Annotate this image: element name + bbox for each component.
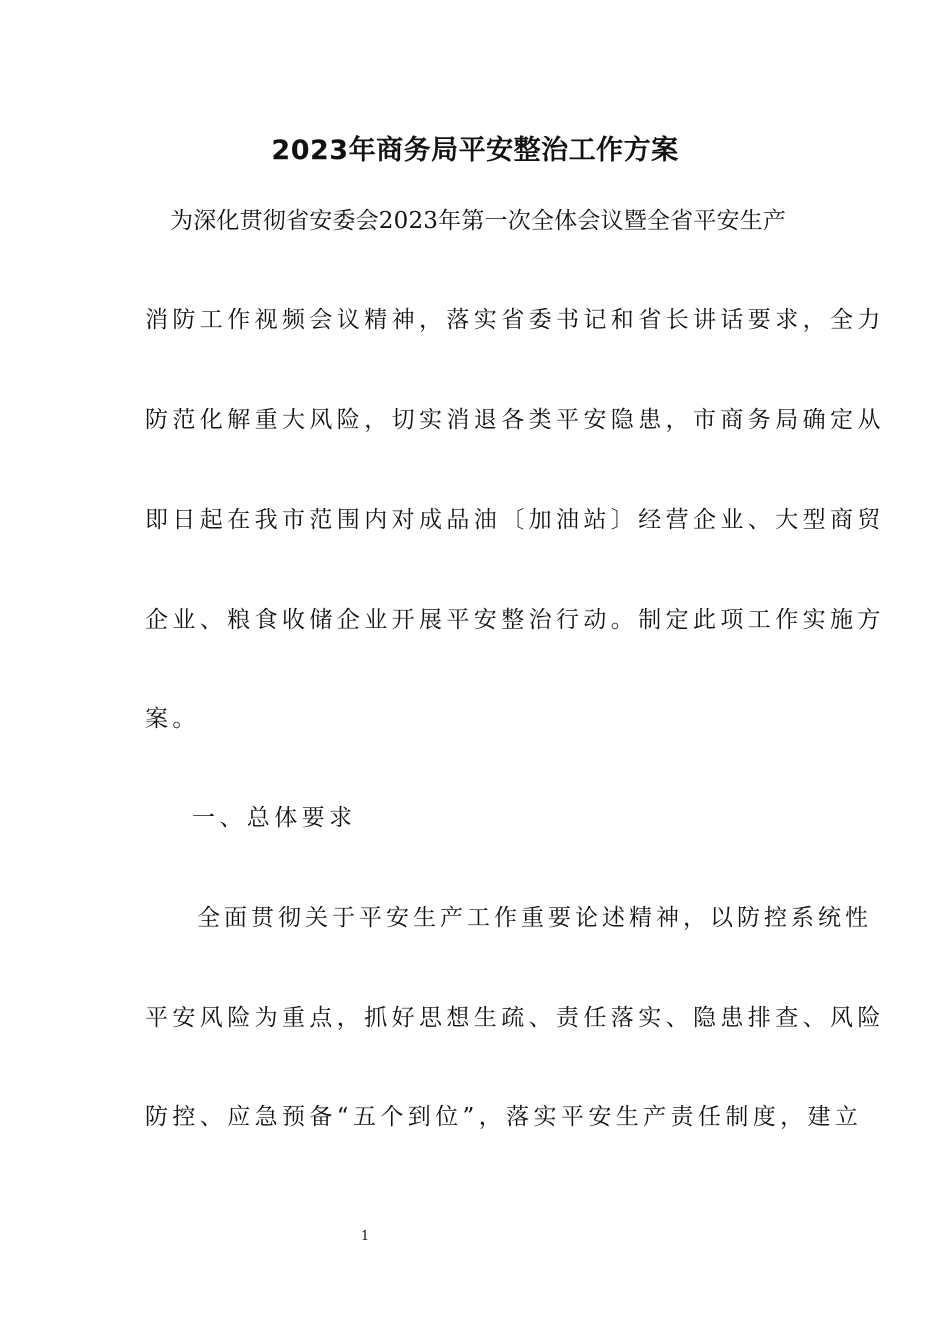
paragraph-line: 消防工作视频会议精神，落实省委书记和省长讲话要求，全力 xyxy=(145,307,885,333)
paragraph-line: 平安风险为重点，抓好思想生疏、责任落实、隐患排查、风险 xyxy=(145,1005,885,1031)
document-title: 2023年商务局平安整治工作方案 xyxy=(271,135,679,166)
paragraph-line: 防控、应急预备“五个到位”，落实平安生产责任制度，建立 xyxy=(145,1104,863,1130)
paragraph-line: 案。 xyxy=(145,706,200,732)
section-heading: 一、总体要求 xyxy=(192,805,357,831)
paragraph-line: 防范化解重大风险，切实消退各类平安隐患，市商务局确定从 xyxy=(145,407,885,433)
paragraph-line: 即日起在我市范围内对成品油〔加油站〕经营企业、大型商贸 xyxy=(145,507,885,533)
paragraph-line: 为深化贯彻省安委会2023年第一次全体会议暨全省平安生产 xyxy=(170,208,787,234)
paragraph-line: 全面贯彻关于平安生产工作重要论述精神，以防控系统性 xyxy=(197,905,872,931)
page-number: 1 xyxy=(360,1229,370,1244)
paragraph-line: 企业、粮食收储企业开展平安整治行动。制定此项工作实施方 xyxy=(145,607,885,633)
